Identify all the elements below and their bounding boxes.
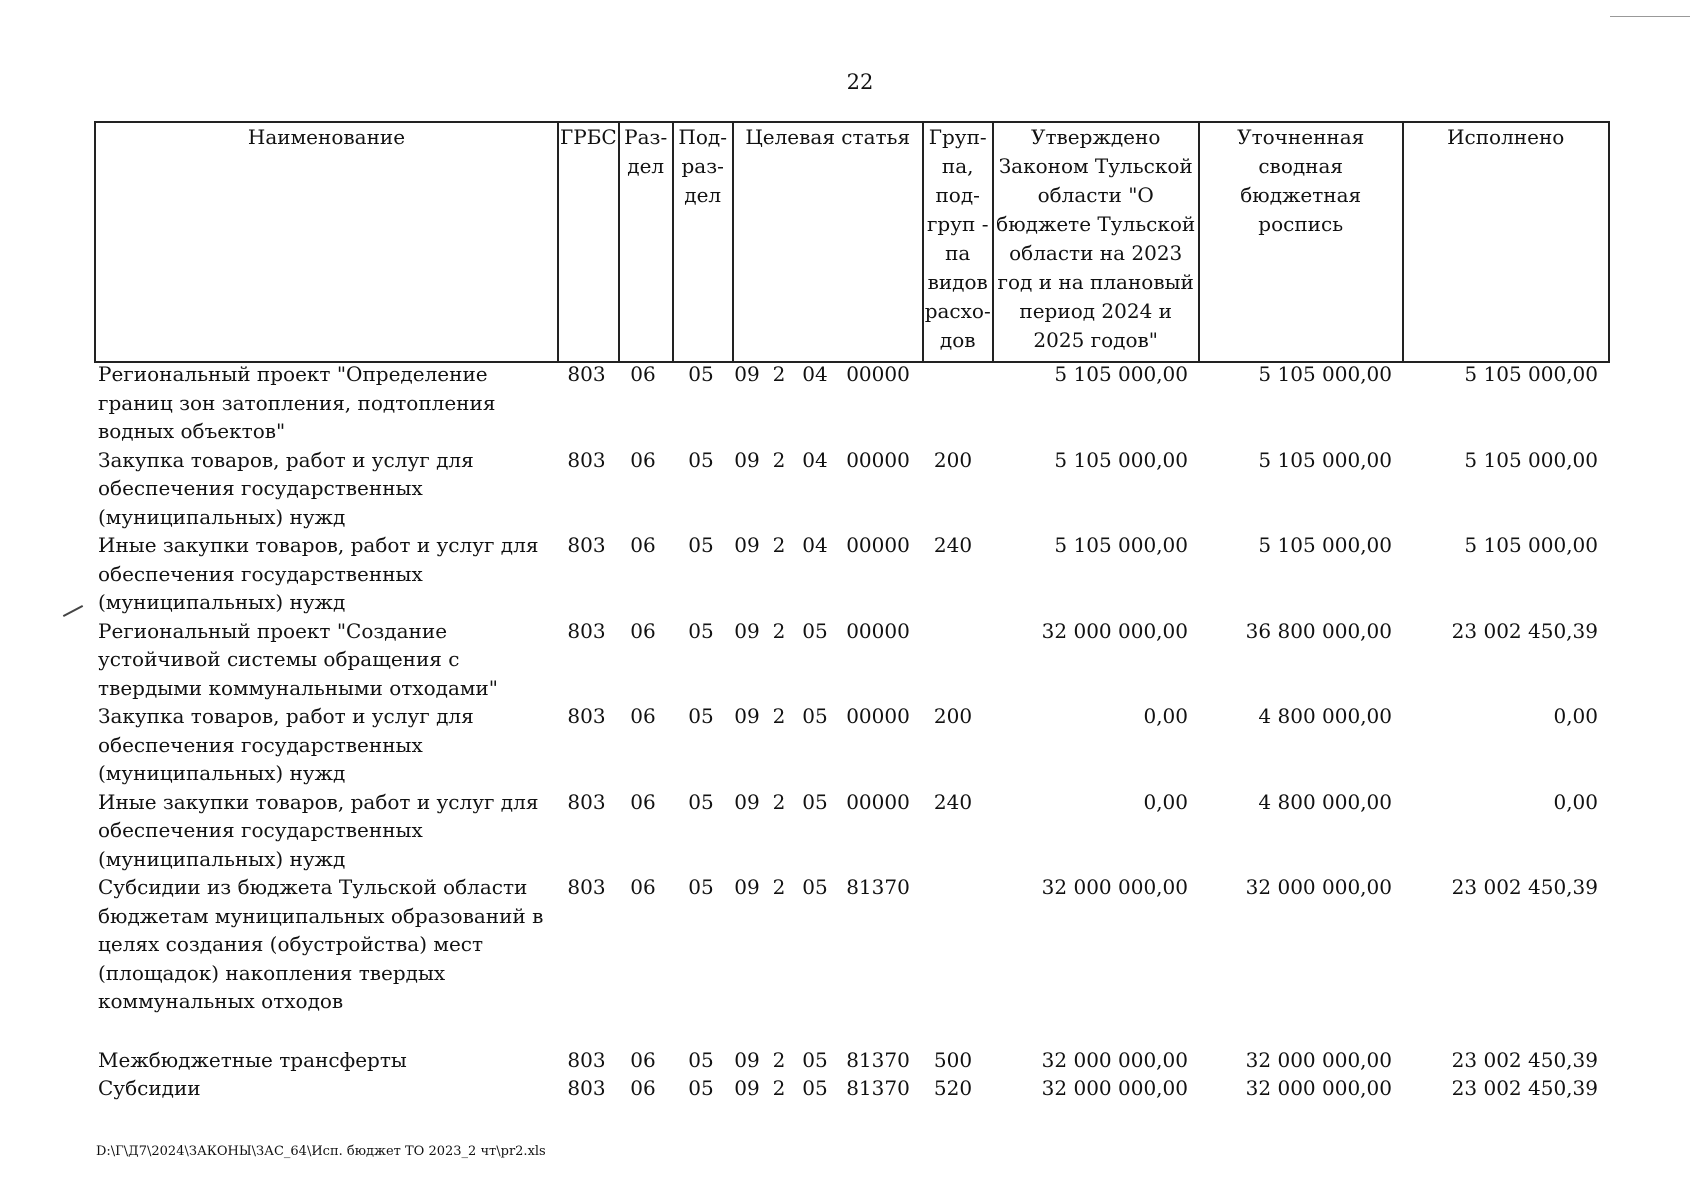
- row-expense-group: 500: [933, 1047, 973, 1072]
- row-target-project: 05: [802, 704, 828, 728]
- table-row: [94, 873, 1602, 1016]
- row-target-direction: 81370: [846, 875, 910, 899]
- row-target-direction: 00000: [846, 704, 910, 728]
- row-podrazdel: 05: [688, 789, 714, 814]
- row-razdel: 06: [630, 618, 656, 643]
- row-target-direction: 81370: [846, 1047, 910, 1072]
- row-executed-amount: 0,00: [1553, 789, 1598, 814]
- row-target-subprogram: 2: [772, 1047, 786, 1072]
- table-row: [94, 702, 1602, 788]
- row-razdel: 06: [630, 704, 656, 728]
- row-target-direction: 00000: [846, 789, 910, 814]
- row-grbs: 803: [567, 533, 606, 557]
- table-row: [94, 788, 1602, 874]
- col-ispolneno-header: Исполнено: [1403, 122, 1609, 362]
- row-target-project: 04: [802, 362, 828, 386]
- row-executed-amount: 5 105 000,00: [1464, 362, 1598, 386]
- row-target-program: 09: [734, 447, 760, 472]
- row-target-program: 09: [734, 362, 760, 386]
- table-header: [94, 121, 1610, 363]
- table-row: [94, 531, 1602, 617]
- row-approved-amount: 5 105 000,00: [1054, 362, 1188, 386]
- row-name: Субсидии из бюджета Тульской области бюджетам муниципальных образований в целях создания (обустройства) мест (площадок) накопления твердых коммунальных отходов: [98, 875, 544, 1013]
- row-target-program: 09: [734, 789, 760, 814]
- row-target-subprogram: 2: [772, 704, 786, 728]
- col-utverzhdeno-header: Утверждено Законом Тульской области "О бюджете Тульской области на 2023 год и на плановый период 2024 и 2025 годов": [993, 122, 1199, 362]
- row-target-subprogram: 2: [772, 618, 786, 643]
- row-razdel: 06: [630, 447, 656, 472]
- row-grbs: 803: [567, 447, 606, 472]
- row-target-program: 09: [734, 618, 760, 643]
- row-target-subprogram: 2: [772, 362, 786, 386]
- row-target-project: 05: [802, 875, 828, 899]
- row-podrazdel: 05: [688, 875, 714, 899]
- row-approved-amount: 32 000 000,00: [1041, 1047, 1188, 1072]
- row-executed-amount: 5 105 000,00: [1464, 533, 1598, 557]
- table-row: [94, 617, 1602, 703]
- row-grbs: 803: [567, 1047, 606, 1072]
- row-target-project: 05: [802, 1047, 828, 1072]
- row-expense-group: 200: [933, 704, 973, 728]
- row-grbs: 803: [567, 875, 606, 899]
- col-razdel-header: Раз- дел: [619, 122, 673, 362]
- page-number: 22: [846, 70, 874, 94]
- row-name: Субсидии: [98, 1076, 201, 1100]
- row-refined-amount: 32 000 000,00: [1245, 1076, 1392, 1100]
- row-grbs: 803: [567, 1076, 606, 1100]
- row-target-subprogram: 2: [772, 789, 786, 814]
- row-razdel: 06: [630, 1047, 656, 1072]
- row-expense-group: 520: [933, 1076, 973, 1100]
- row-name: Региональный проект "Определение границ зон затопления, подтопления водных объектов": [98, 362, 496, 443]
- row-refined-amount: 5 105 000,00: [1258, 533, 1392, 557]
- row-approved-amount: 0,00: [1143, 704, 1188, 728]
- row-name: Закупка товаров, работ и услуг для обеспечения государственных (муниципальных) нужд: [98, 447, 474, 529]
- row-refined-amount: 4 800 000,00: [1258, 704, 1392, 728]
- col-grbs-header: ГРБС: [558, 122, 619, 362]
- row-refined-amount: 5 105 000,00: [1258, 362, 1392, 386]
- row-target-project: 04: [802, 447, 828, 472]
- col-name-header: Наименование: [95, 122, 558, 362]
- row-podrazdel: 05: [688, 362, 714, 386]
- row-podrazdel: 05: [688, 533, 714, 557]
- row-approved-amount: 5 105 000,00: [1054, 447, 1188, 472]
- row-target-subprogram: 2: [772, 533, 786, 557]
- row-executed-amount: 23 002 450,39: [1451, 618, 1598, 643]
- row-target-project: 04: [802, 533, 828, 557]
- row-executed-amount: 5 105 000,00: [1464, 447, 1598, 472]
- row-target-project: 05: [802, 1076, 828, 1100]
- col-gruppa-header: Груп- па, под- груп - па видов расхо- дов: [923, 122, 993, 362]
- row-executed-amount: 0,00: [1553, 704, 1598, 728]
- row-name: Межбюджетные трансферты: [98, 1047, 407, 1072]
- row-refined-amount: 32 000 000,00: [1245, 875, 1392, 899]
- row-target-program: 09: [734, 875, 760, 899]
- row-target-direction: 81370: [846, 1076, 910, 1100]
- row-target-program: 09: [734, 1047, 760, 1072]
- row-podrazdel: 05: [688, 1076, 714, 1100]
- table-row: [94, 1074, 1602, 1103]
- row-podrazdel: 05: [688, 618, 714, 643]
- row-spacer: [94, 1016, 1602, 1046]
- row-expense-group: [920, 360, 986, 446]
- row-target-project: 05: [802, 789, 828, 814]
- row-target-direction: 00000: [846, 447, 910, 472]
- table-row: [94, 446, 1602, 532]
- row-refined-amount: 36 800 000,00: [1245, 618, 1392, 643]
- row-razdel: 06: [630, 362, 656, 386]
- row-razdel: 06: [630, 533, 656, 557]
- row-target-subprogram: 2: [772, 875, 786, 899]
- row-target-program: 09: [734, 704, 760, 728]
- row-grbs: 803: [567, 704, 606, 728]
- row-expense-group: [920, 617, 986, 703]
- row-target-program: 09: [734, 533, 760, 557]
- row-expense-group: 240: [933, 533, 973, 557]
- col-podrazdel-header: Под- раз- дел: [673, 122, 733, 362]
- row-target-subprogram: 2: [772, 447, 786, 472]
- row-grbs: 803: [567, 362, 606, 386]
- col-tselevaya-header: Целевая статья: [733, 122, 923, 362]
- row-target-direction: 00000: [846, 362, 910, 386]
- row-podrazdel: 05: [688, 447, 714, 472]
- row-podrazdel: 05: [688, 704, 714, 728]
- row-refined-amount: 5 105 000,00: [1258, 447, 1392, 472]
- col-utochnennaya-header: Уточненная сводная бюджетная роспись: [1199, 122, 1403, 362]
- row-target-project: 05: [802, 618, 828, 643]
- row-approved-amount: 32 000 000,00: [1041, 875, 1188, 899]
- row-expense-group: 200: [933, 447, 973, 472]
- row-target-program: 09: [734, 1076, 760, 1100]
- row-razdel: 06: [630, 1076, 656, 1100]
- row-name: Региональный проект "Создание устойчивой системы обращения с твердыми коммунальными отходами": [98, 618, 498, 700]
- row-target-direction: 00000: [846, 618, 910, 643]
- table-row: [94, 1046, 1602, 1075]
- row-executed-amount: 23 002 450,39: [1451, 1047, 1598, 1072]
- row-expense-group: [920, 873, 986, 1016]
- table-row: [94, 360, 1602, 446]
- row-executed-amount: 23 002 450,39: [1451, 1076, 1598, 1100]
- row-razdel: 06: [630, 789, 656, 814]
- row-expense-group: 240: [933, 789, 973, 814]
- row-approved-amount: 0,00: [1143, 789, 1188, 814]
- row-refined-amount: 4 800 000,00: [1258, 789, 1392, 814]
- scan-mark-top: [1610, 16, 1690, 17]
- row-name: Закупка товаров, работ и услуг для обеспечения государственных (муниципальных) нужд: [98, 704, 474, 785]
- row-target-direction: 00000: [846, 533, 910, 557]
- row-approved-amount: 32 000 000,00: [1041, 618, 1188, 643]
- row-grbs: 803: [567, 789, 606, 814]
- row-refined-amount: 32 000 000,00: [1245, 1047, 1392, 1072]
- footer-file-path: D:\Г\Д7\2024\ЗАКОНЫ\ЗАС_64\Исп. бюджет ТО 2023_2 чт\pr2.xls: [96, 1144, 546, 1159]
- row-razdel: 06: [630, 875, 656, 899]
- row-name: Иные закупки товаров, работ и услуг для обеспечения государственных (муниципальных) нужд: [98, 789, 539, 871]
- table-body: [94, 360, 1602, 1103]
- row-approved-amount: 5 105 000,00: [1054, 533, 1188, 557]
- row-podrazdel: 05: [688, 1047, 714, 1072]
- row-approved-amount: 32 000 000,00: [1041, 1076, 1188, 1100]
- row-name: Иные закупки товаров, работ и услуг для обеспечения государственных (муниципальных) нужд: [98, 533, 539, 614]
- row-grbs: 803: [567, 618, 606, 643]
- row-executed-amount: 23 002 450,39: [1451, 875, 1598, 899]
- row-target-subprogram: 2: [772, 1076, 786, 1100]
- pen-mark: [63, 605, 83, 617]
